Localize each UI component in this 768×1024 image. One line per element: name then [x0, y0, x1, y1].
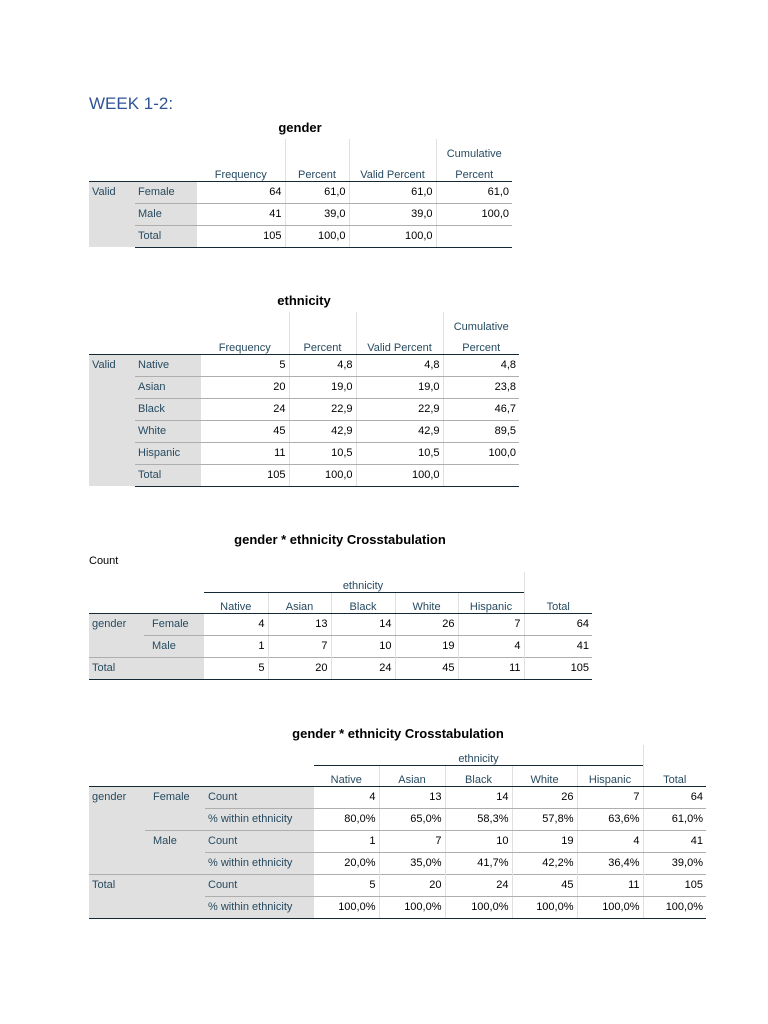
valid-percent-cell: 61,0 [349, 181, 436, 203]
gender-table-title: gender [278, 120, 322, 135]
frequency-cell: 20 [201, 376, 289, 398]
percent-cell: 4,8 [289, 354, 356, 376]
pct-cell: 36,4% [577, 852, 643, 874]
frequency-cell: 64 [197, 181, 285, 203]
table-row [89, 613, 592, 635]
valid-percent-cell: 4,8 [356, 354, 443, 376]
cumulative-percent-cell: 61,0 [436, 181, 512, 203]
col-header-black: Black [445, 765, 512, 786]
table-row [89, 786, 706, 808]
col-header-cumulative: Cumulative [443, 312, 519, 333]
row-label-female: Female [145, 786, 205, 830]
total-pct-cell: 100,0% [445, 896, 512, 918]
total-cell: 45 [395, 657, 458, 679]
row-label: Male [144, 635, 204, 657]
valid-label: Valid [89, 181, 135, 247]
valid-percent-cell: 39,0 [349, 203, 436, 225]
stat-label: % within ethnicity [205, 852, 314, 874]
valid-percent-cell: 19,0 [356, 376, 443, 398]
col-header-frequency: Frequency [197, 160, 285, 181]
group-header-ethnicity: ethnicity [458, 752, 499, 765]
total-cell: 5 [204, 657, 268, 679]
row-var-gender: gender [89, 786, 145, 874]
table-row [89, 181, 512, 203]
pct-cell: 35,0% [379, 852, 445, 874]
row-label: Hispanic [135, 442, 201, 464]
percent-cell: 22,9 [289, 398, 356, 420]
row-label: Total [135, 464, 201, 486]
count-cell: 7 [458, 613, 524, 635]
cumulative-percent-cell [436, 225, 512, 247]
frequency-cell: 41 [197, 203, 285, 225]
valid-label: Valid [89, 354, 135, 486]
row-label: Black [135, 398, 201, 420]
total-cell: 24 [331, 657, 395, 679]
count-cell: 14 [445, 786, 512, 808]
total-row-label: Total [89, 657, 204, 679]
frequency-cell: 24 [201, 398, 289, 420]
total-pct-cell: 100,0% [379, 896, 445, 918]
count-cell: 64 [524, 613, 592, 635]
stat-label: Count [205, 830, 314, 852]
col-header-percent-2: Percent [443, 333, 519, 354]
total-pct-cell: 100,0% [577, 896, 643, 918]
count-cell: 41 [524, 635, 592, 657]
table-row [89, 398, 519, 420]
row-var-gender: gender [89, 613, 144, 657]
count-cell: 4 [314, 786, 379, 808]
total-cell: 45 [512, 874, 577, 896]
pct-cell: 65,0% [379, 808, 445, 830]
total-pct-cell: 100,0% [643, 896, 706, 918]
table-row [89, 635, 592, 657]
total-cell: 20 [268, 657, 331, 679]
cumulative-percent-cell [443, 464, 519, 486]
col-header-percent-2: Percent [436, 160, 512, 181]
stat-label: % within ethnicity [205, 808, 314, 830]
total-cell: 105 [643, 874, 706, 896]
percent-cell: 61,0 [285, 181, 349, 203]
count-cell: 4 [458, 635, 524, 657]
row-label: Native [135, 354, 201, 376]
table-row [89, 354, 519, 376]
percent-cell: 42,9 [289, 420, 356, 442]
frequency-cell: 5 [201, 354, 289, 376]
col-header-percent: Percent [289, 333, 356, 354]
col-header-native: Native [314, 765, 379, 786]
count-cell: 7 [577, 786, 643, 808]
count-cell: 4 [204, 613, 268, 635]
col-header-hispanic: Hispanic [458, 592, 524, 613]
percent-cell: 10,5 [289, 442, 356, 464]
frequency-cell: 105 [201, 464, 289, 486]
row-label: White [135, 420, 201, 442]
stat-label: Count [205, 786, 314, 808]
stat-label: % within ethnicity [205, 896, 314, 918]
count-cell: 13 [268, 613, 331, 635]
table-row [89, 225, 512, 247]
gender-frequency-table [89, 139, 512, 248]
percent-cell: 39,0 [285, 203, 349, 225]
count-cell: 14 [331, 613, 395, 635]
group-header-ethnicity: ethnicity [342, 579, 384, 592]
col-header-valid-percent: Valid Percent [356, 333, 443, 354]
col-header-asian: Asian [379, 765, 445, 786]
crosstab2-title: gender * ethnicity Crosstabulation [292, 726, 504, 741]
count-cell: 26 [395, 613, 458, 635]
ethnicity-table-title: ethnicity [277, 293, 331, 308]
col-header-white: White [512, 765, 577, 786]
row-label: Female [135, 181, 197, 203]
table-row [89, 874, 706, 896]
pct-cell: 42,2% [512, 852, 577, 874]
ethnicity-frequency-table [89, 312, 519, 487]
total-pct-cell: 100,0% [512, 896, 577, 918]
percent-cell: 100,0 [285, 225, 349, 247]
cumulative-percent-cell: 89,5 [443, 420, 519, 442]
pct-cell: 20,0% [344, 857, 376, 869]
table-row [89, 442, 519, 464]
page-heading: WEEK 1-2: [89, 94, 174, 113]
cumulative-percent-cell: 23,8 [443, 376, 519, 398]
col-header-asian: Asian [268, 592, 331, 613]
count-cell: 10 [445, 830, 512, 852]
count-cell: 10 [331, 635, 395, 657]
crosstab1-title: gender * ethnicity Crosstabulation [234, 532, 446, 547]
frequency-cell: 11 [201, 442, 289, 464]
valid-percent-cell: 100,0 [356, 464, 443, 486]
row-label: Total [135, 225, 197, 247]
percent-cell: 100,0 [289, 464, 356, 486]
row-label: Asian [135, 376, 201, 398]
col-header-percent: Percent [285, 160, 349, 181]
frequency-cell: 105 [197, 225, 285, 247]
count-cell: 26 [512, 786, 577, 808]
col-header-frequency: Frequency [201, 333, 289, 354]
stat-label: Count [205, 874, 314, 896]
percent-cell: 19,0 [289, 376, 356, 398]
pct-cell: 80,0% [314, 808, 379, 830]
frequency-cell: 45 [201, 420, 289, 442]
total-cell: 20 [379, 874, 445, 896]
cumulative-percent-cell: 46,7 [443, 398, 519, 420]
pct-cell: 58,3% [445, 808, 512, 830]
row-label-male: Male [145, 830, 205, 874]
table-row [89, 420, 519, 442]
row-label: Female [144, 613, 204, 635]
col-header-total: Total [643, 765, 706, 786]
crosstab1-table [89, 572, 592, 680]
total-cell: 11 [458, 657, 524, 679]
pct-cell: 39,0% [643, 852, 706, 874]
total-cell: 105 [524, 657, 592, 679]
col-header-valid-percent: Valid Percent [349, 160, 436, 181]
total-pct-cell: 100,0% [314, 896, 379, 918]
row-label: Male [135, 203, 197, 225]
valid-percent-cell: 42,9 [356, 420, 443, 442]
crosstab1-count-label: Count [89, 555, 119, 567]
pct-cell: 63,6% [577, 808, 643, 830]
col-header-black: Black [331, 592, 395, 613]
table-row [89, 203, 512, 225]
count-cell: 7 [268, 635, 331, 657]
pct-cell: 57,8% [512, 808, 577, 830]
table-row [89, 464, 519, 486]
col-header-cumulative: Cumulative [436, 139, 512, 160]
valid-percent-cell: 100,0 [349, 225, 436, 247]
col-header-native: Native [204, 592, 268, 613]
total-cell: 11 [577, 874, 643, 896]
table-row [89, 376, 519, 398]
col-header-white: White [395, 592, 458, 613]
cumulative-percent-cell: 100,0 [443, 442, 519, 464]
total-cell: 24 [445, 874, 512, 896]
col-header-hispanic: Hispanic [577, 765, 643, 786]
crosstab2-table [89, 745, 706, 919]
count-cell: 4 [577, 830, 643, 852]
count-cell: 7 [379, 830, 445, 852]
count-cell: 13 [379, 786, 445, 808]
count-cell: 64 [643, 786, 706, 808]
valid-percent-cell: 22,9 [356, 398, 443, 420]
cumulative-percent-cell: 100,0 [436, 203, 512, 225]
total-row-label: Total [89, 874, 205, 918]
count-cell: 1 [314, 830, 379, 852]
count-cell: 41 [643, 830, 706, 852]
pct-cell: 61,0% [643, 808, 706, 830]
col-header-total: Total [524, 592, 592, 613]
valid-percent-cell: 10,5 [356, 442, 443, 464]
count-cell: 19 [395, 635, 458, 657]
cumulative-percent-cell: 4,8 [443, 354, 519, 376]
table-row [89, 657, 592, 679]
count-cell: 1 [258, 640, 265, 652]
total-cell: 5 [314, 874, 379, 896]
count-cell: 19 [512, 830, 577, 852]
table-row [89, 830, 706, 852]
pct-cell: 41,7% [445, 852, 512, 874]
